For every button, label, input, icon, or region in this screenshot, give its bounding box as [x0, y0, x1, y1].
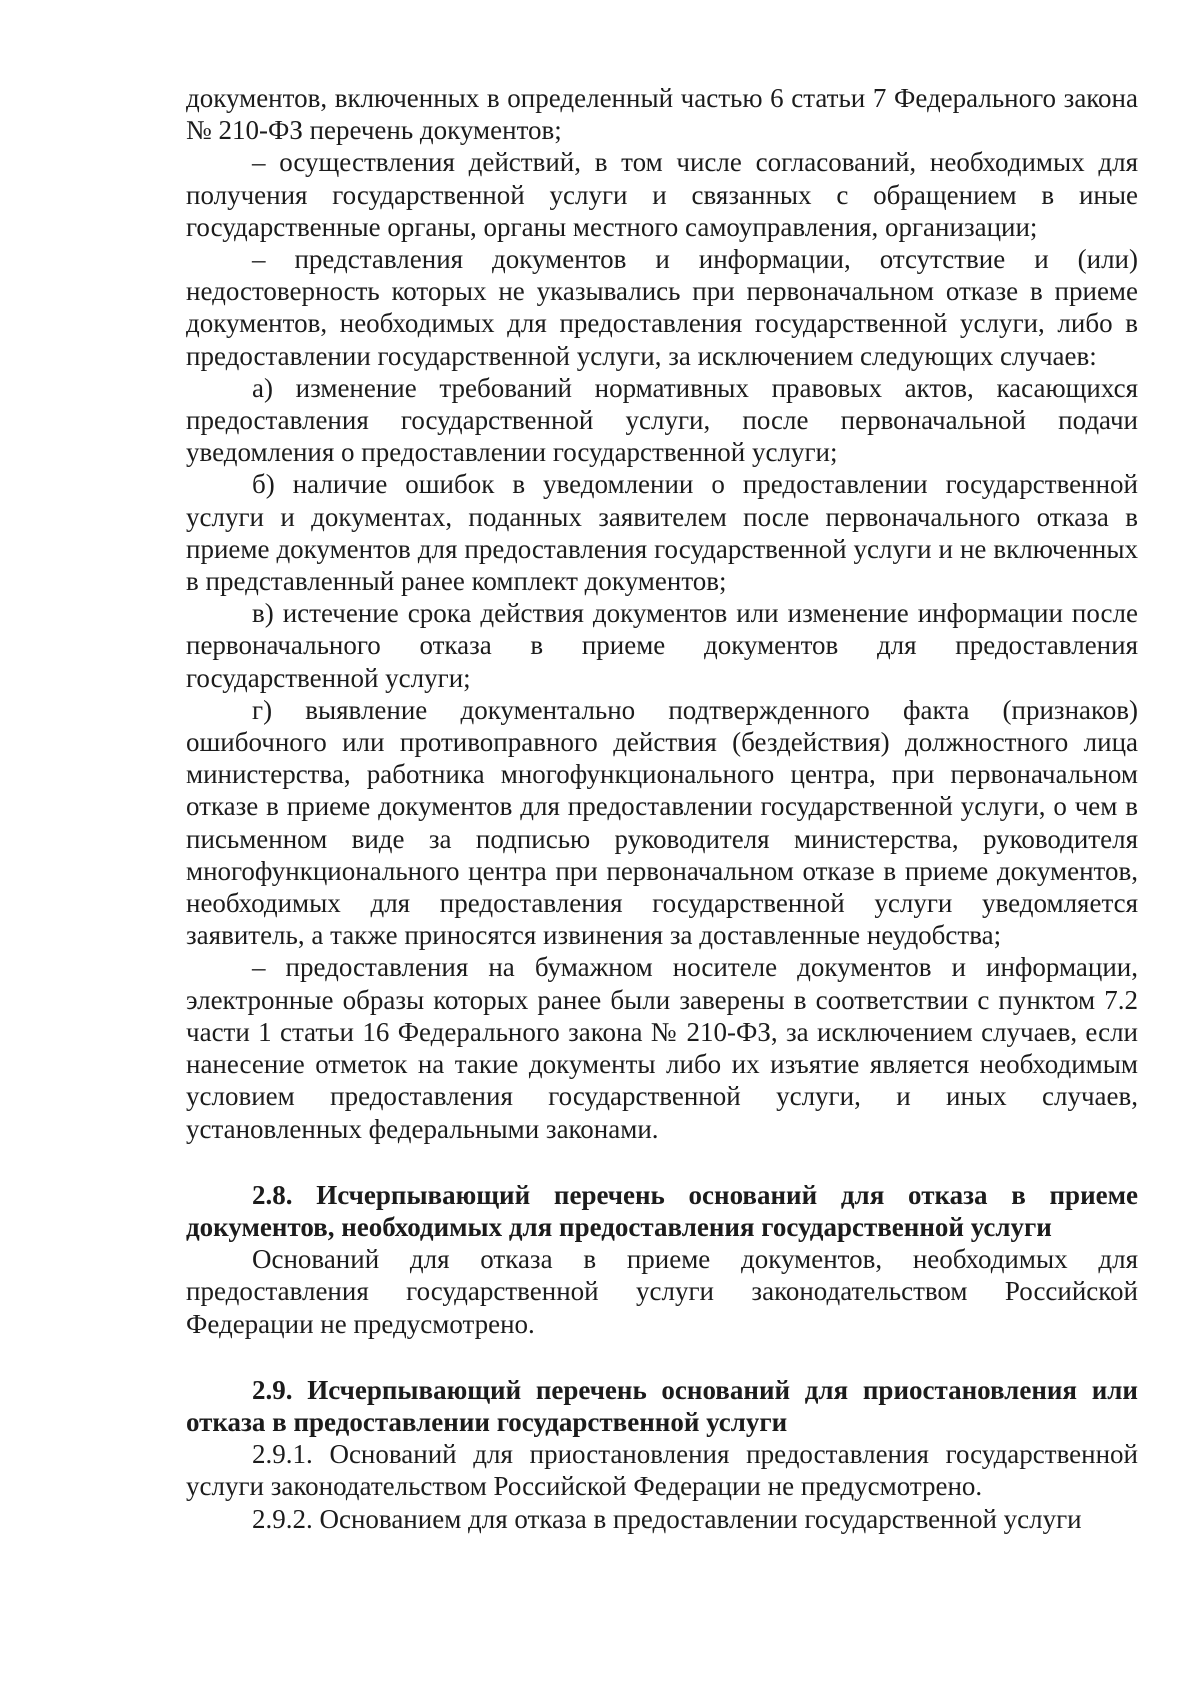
document-page [186, 82, 1138, 1535]
paragraph-submission-documents: – представления документов и информации, отсутствие и (или) недостоверность которых не указывались при первоначальном отказе в приеме документов, необходимых для предоставления государственной услуги, либо в предоставлении государственной услуги, за исключением следующих случаев: [186, 244, 1138, 371]
section-2-9-2-text: 2.9.2. Основанием для отказа в предоставлении государственной услуги [252, 1503, 1082, 1534]
list-item-g: г) выявление документально подтвержденного факта (признаков) ошибочного или противоправного действия (бездействия) должностного лица министерства, работника многофункционального центра, при первоначальном отказе в приеме документов для предоставлении государственной услуги, о чем в письменном виде за подписью руководителя министерства, руководителя многофункционального центра при первоначальном отказе в приеме документов, необходимых для предоставления государственной услуги уведомляется заявитель, а также приносятся извинения за доставленные неудобства; [186, 694, 1138, 951]
section-2-9-1-text: 2.9.1. Оснований для приостановления предоставления государственной услуги законодательством Российской Федерации не предусмотрено. [186, 1439, 1138, 1502]
list-item-a: а) изменение требований нормативных правовых актов, касающихся предоставления государственной услуги, после первоначальной подачи уведомления о предоставлении государственной услуги; [186, 372, 1138, 468]
paragraph-actions-approvals: – осуществления действий, в том числе согласований, необходимых для получения государственной услуги и связанных с обращением в иные государственные органы, органы местного самоуправления, организации; [186, 147, 1138, 242]
section-2-9-heading: 2.9. Исчерпывающий перечень оснований для приостановления или отказа в предоставлении государственной услуги [186, 1374, 1138, 1437]
list-item-b: б) наличие ошибок в уведомлении о предоставлении государственной услуги и документах, поданных заявителем после первоначального отказа в приеме документов для предоставления государственной услуги и не включенных в представленный ранее комплект документов; [186, 469, 1138, 597]
paragraph-documents-list: документов, включенных в определенный частью 6 статьи 7 Федерального закона № 210-ФЗ перечень документов; [186, 83, 1138, 146]
list-item-v: в) истечение срока действия документов или изменение информации после первоначального отказа в приеме документов для предоставления государственной услуги; [186, 598, 1138, 693]
section-2-8-text: Оснований для отказа в приеме документов, необходимых для предоставления государственной услуги законодательством Российской Федерации не предусмотрено. [186, 1244, 1138, 1339]
section-2-8-heading: 2.8. Исчерпывающий перечень оснований для отказа в приеме документов, необходимых для предоставления государственной услуги [186, 1179, 1138, 1242]
paragraph-paper-documents: – предоставления на бумажном носителе документов и информации, электронные образы которых ранее были заверены в соответствии с пунктом 7.2 части 1 статьи 16 Федерального закона № 210-ФЗ, за исключением случаев, если нанесение отметок на такие документы либо их изъятие является необходимым условием предоставления государственной услуги, и иных случаев, установленных федеральными законами. [186, 952, 1138, 1144]
